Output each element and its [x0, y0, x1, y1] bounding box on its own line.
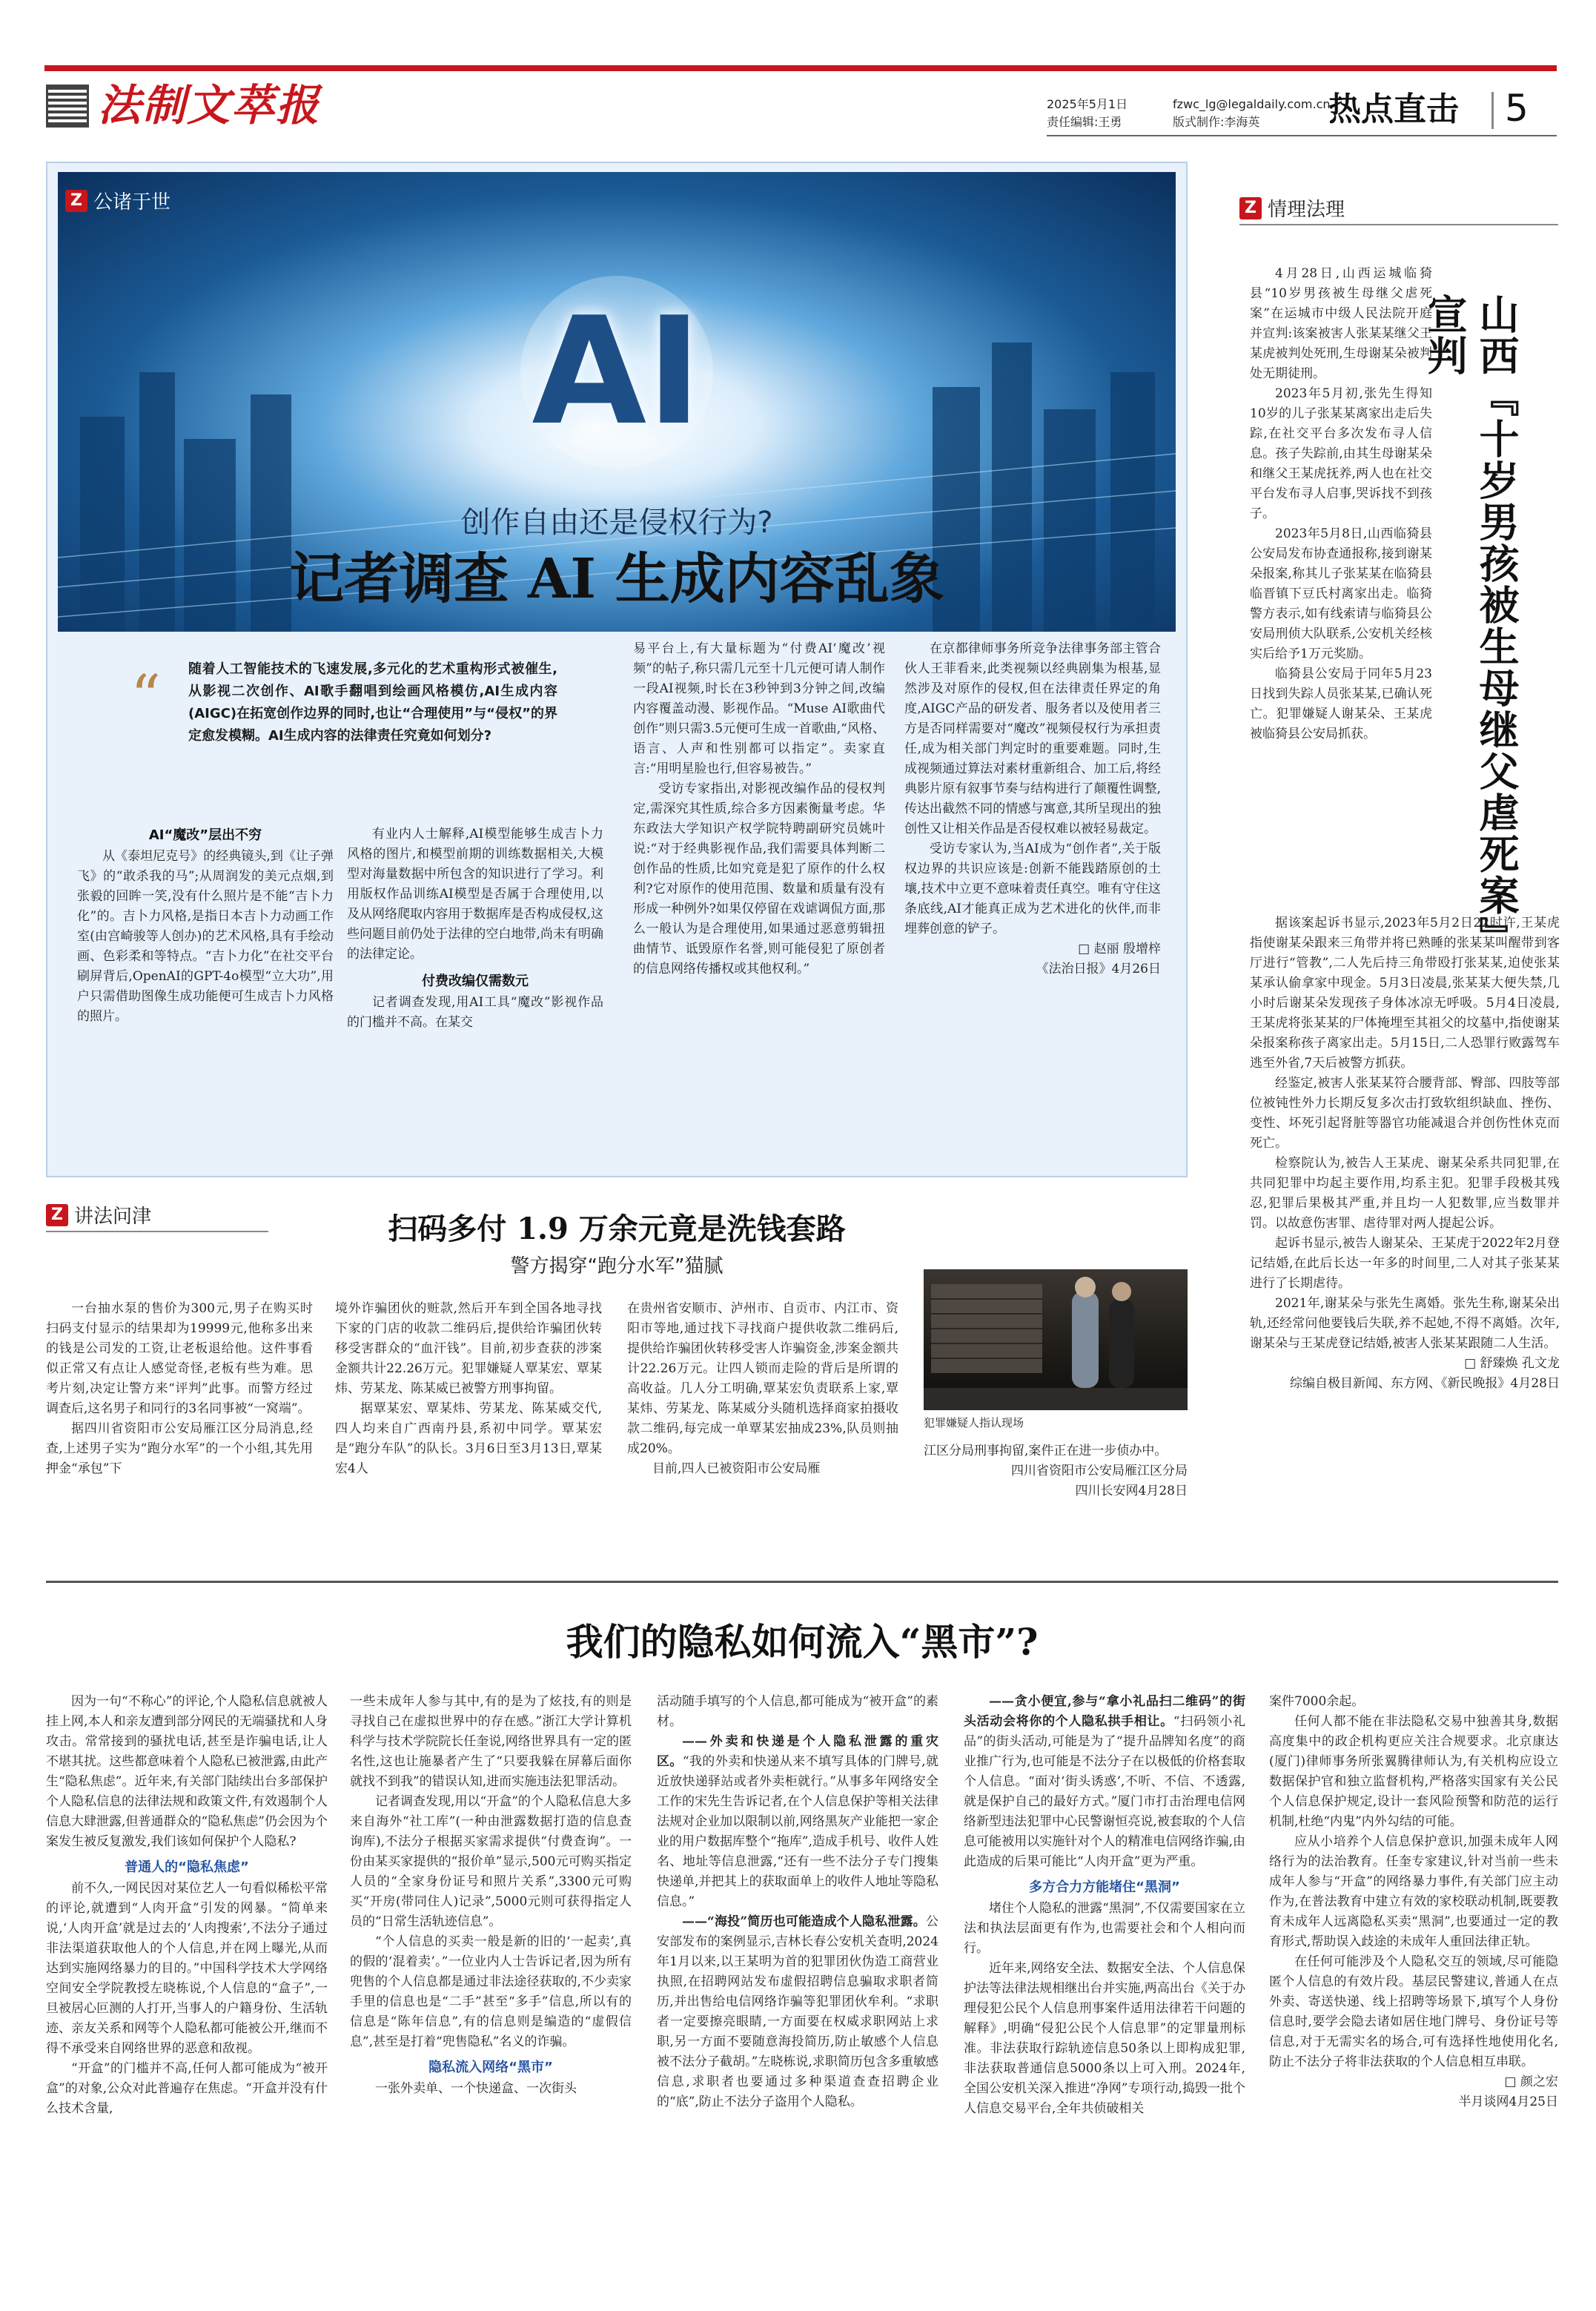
shanxi-body-narrow: 4月28日,山西运城临猗县“10岁男孩被生母继父虐死案”在运城市中级人民法院开庭并宣判:该案被害人张某某继父王某虎被判处死刑,生母谢某朵被判处无期徒刑。 2023年5月初,张先生得知10岁的儿子张某某离家出走后失踪,在社交平台多次发布寻人信息。孩子失踪前,由其生母谢某朵和继父王某虎抚养,两人也在社交平台发布寻人启事,哭诉找不到孩子。 2023年5月8日,山西临猗县公安局发布协查通报称,接到谢某朵报案,称其儿子张某某在临猗县临晋镇下豆氏村离家出走。临猗警方表示,如有线索请与临猗县公安局刑侦大队联系,公安机关经核实后给予1万元奖励。 临猗县公安局于同年5月23日找到失踪人员张某某,已确认死亡。犯罪嫌疑人谢某朵、王某虎被临猗县公安局抓获。: [1250, 266, 1432, 741]
privacy-col1: 因为一句“不称心”的评论,个人隐私信息就被人挂上网,本人和亲友遭到部分网民的无端骚扰和人身攻击。常常接到的骚扰电话,甚至是诈骗电话,让人不堪其扰。这些都意味着个人隐私已被泄露,由此产生“隐私焦虑”。近年来,有关部门陆续出台多部保护个人隐私信息的法律法规和政策文件,有效遏制个人信息大肆泄露,但普通群众的“隐私焦虑”仍会因为个案发生被反复激发,我们该如何保护个人隐私? 普通人的“隐私焦虑” 前不久,一网民因对某位艺人一句看似稀松平常的评论,就遭到“人肉开盒”引发的网暴。“简单来说,‘人肉开盒’就是过去的‘人肉搜索’,不法分子通过非法渠道获取他人的个人信息,并在网上曝光,从而达到实施网络暴力的目的。”中国科学技术大学网络空间安全学院教授左晓栋说,个人信息的“盒子”,一旦被居心叵测的人打开,当事人的户籍身份、生活轨迹、亲友关系和网等个人隐私都可能被公开,继而不得不承受来自网络世界的恶意和敌视。 “开盒”的门槛并不高,任何人都可能成为“被开盒”的对象,公众对此普遍存在焦虑。“开盒并没有什么技术含量,: [46, 1694, 328, 2116]
designer-credit: 版式制作:李海英: [1173, 115, 1260, 129]
issue-date: 2025年5月1日: [1047, 97, 1128, 111]
ai-hero-glyph: AI: [532, 285, 702, 458]
ai-col3: 易平台上,有大量标题为“付费AI‘魔改’视频”的帖子,称只需几元至十几元便可请人制作一段AI视频,时长在3秒钟到3分钟之间,改编内容覆盖动漫、影视作品。“Muse AI歌曲代创作”则只需3.5元便可生成一首歌曲,“风格、语言、人声和性别都可以指定”。卖家直言:“用明星脸也行,但容易被告。” 受访专家指出,对影视改编作品的侵权判定,需深究其性质,综合多方因素衡量考虑。华东政法大学知识产权学院特聘副研究员姚叶说:“对于经典影视作品,我们需要具体判断二创作品的性质,比如究竟是犯了原作的什么权利?它对原作的使用范围、数量和质量有没有形成一种例外?如果仅停留在戏谑调侃方面,那么一般认为是合理使用,如果通过恶意剪辑扭曲情节、诋毁原作名誉,则可能侵犯了原创者的信息网络传播权或其他权利。”: [633, 641, 885, 976]
ai-col4: 在京都律师事务所竞争法律事务部主管合伙人王菲看来,此类视频以经典剧集为根基,显然涉及对原作的侵权,但在法律责任界定的角度,AIGC产品的研发者、服务者以及使用者三方是否同样需要对“魔改”视频侵权行为承担责任,成为相关部门判定时的重要难题。同时,生成视频通过算法对素材重新组合、加工后,将经典影片原有叙事节奏与结构进行了颠覆性调整,传达出截然不同的情感与寓意,其所呈现出的独创性又让相关作品是否侵权难以被轻易裁定。 受访专家认为,当AI成为“创作者”,关于版权边界的共识应该是:创新不能践踏原创的土壤,技术中立更不意味着责任真空。唯有守住这条底线,AI才能真正成为艺术进化的伙伴,而非埋葬创意的铲子。 □ 赵丽 殷增梓 《法治日报》4月26日: [904, 639, 1161, 979]
privacy-col2: 一些未成年人参与其中,有的是为了炫技,有的则是寻找自己在虚拟世界中的存在感。”浙江大学计算机科学与技术学院院长任奎说,网络世界具有一定的匿名性,这也让施暴者产生了“只要我躲在屏幕后面你就找不到我”的错误认知,进而实施违法犯罪活动。 记者调查发现,用以“开盒”的个人隐私信息大多来自海外“社工库”(一种由泄露数据打造的信息查询库),不法分子根据买家需求提供“付费查询”。一份由某买家提供的“报价单”显示,500元可购买指定人员的“全家身份证号和照片关系”,3300元可购买“开房(带同住人)记录”,5000元则可获得指定人员的“日常生活轨迹信息”。 “个人信息的买卖一般是新的旧的‘一起卖’,真的假的‘混着卖’。”一位业内人士告诉记者,因为所有兜售的个人信息都是通过非法途径获取的,不少卖家手里的信息也是“二手”甚至“多手”信息,所以有的信息是“陈年信息”,有的信息则是编造的“虚假信息”,甚至是打着“兜售隐私”名义的诈骗。 隐私流入网络“黑市” 一张外卖单、一个快递盒、一次街头: [350, 1694, 632, 2096]
section-tag-icon: Z: [65, 190, 87, 212]
section-tag-icon: Z: [46, 1204, 68, 1226]
shanxi-body-wide: 据该案起诉书显示,2023年5月2日22时许,王某虎指使谢某朵跟来三角带并将已熟睡的张某某叫醒带到客厅进行“管教”,二人先后持三角带殴打张某某,迫使张某某承认偷拿家中现金。5月3日凌晨,张某某大便失禁,几小时后谢某朵发现孩子身体冰凉无呼吸。5月4日凌晨,王某虎将张某某的尸体掩埋至其祖父的坟墓中,指使谢某朵报案称孩子离家出走。5月15日,二人恐罪行败露驾车逃至外省,7天后被警方抓获。 经鉴定,被害人张某某符合腰背部、臀部、四肢等部位被钝性外力长期反复多次击打致软组织缺血、挫伤、变性、坏死引起肾脏等器官功能减退合并创伤性休克而死亡。 检察院认为,被告人王某虎、谢某朵系共同犯罪,在共同犯罪中均起主要作用,均系主犯。犯罪手段极其残忍,犯罪后果极其严重,并且均一人犯数罪,应当数罪并罚。以故意伤害罪、虐待罪对两人提起公诉。 起诉书显示,被告人谢某朵、王某虎于2022年2月登记结婚,在此后长达一年多的时间里,二人对其子张某某进行了长期虐待。 2021年,谢某朵与张先生离婚。张先生称,谢某朵出轨,还经常问他要钱后失联,养不起她,不得不离婚。次年,谢某朵与王某虎登记结婚,被害人张某某跟随二人生活。 □ 舒臻焕 孔文龙 综编自极目新闻、东方网、《新民晚报》4月28日: [1250, 913, 1560, 1394]
shanxi-section-tag: Z 情理法理: [1239, 194, 1345, 222]
shanxi-byline: □ 舒臻焕 孔文龙: [1464, 1356, 1560, 1371]
page-number: 5: [1505, 87, 1529, 130]
privacy-headline: 我们的隐私如何流入“黑市”?: [566, 1620, 1039, 1664]
qr-section-tag: Z 讲法问津: [46, 1201, 151, 1229]
privacy-col4: ——贪小便宜,参与“拿小礼品扫二维码”的街头活动会将你的个人隐私拱手相让。“扫码领小礼品”的街头活动,可能是为了“提升品牌知名度”的商业推广行为,也可能是不法分子在以极低的价格套取个人信息。“面对‘街头诱惑’,不听、不信、不透露,就是保护自己的最好方式。”厦门市打击治理电信网络新型违法犯罪中心民警谢恒亮说,被套取的个人信息可能被用以实施针对个人的精准电信网络诈骗,由此造成的后果可能比“人肉开盒”更为严重。 多方合力方能堵住“黑洞” 堵住个人隐私的泄露“黑洞”,不仅需要国家在立法和执法层面更有作为,也需要社会和个人相向而行。 近年来,网络安全法、数据安全法、个人信息保护法等法律法规相继出台并实施,两高出台《关于办理侵犯公民个人信息刑事案件适用法律若干问题的解释》,明确“侵犯公民个人信息罪”的定罪量刑标准。非法获取行踪轨迹信息50条以上即构成犯罪,非法获取普通信息5000条以上可入刑。2024年,全国公安机关深入推进“净网”专项行动,捣毁一批个人信息交易平台,全年共侦破相关: [964, 1694, 1246, 2116]
qr-col2: 境外诈骗团伙的赃款,然后开车到全国各地寻找下家的门店的收款二维码后,提供给诈骗团伙转移受害群众的“血汗钱”。目前,初步查获的涉案金额共计22.26万元。犯罪嫌疑人覃某宏、覃某炜、劳某龙、陈某威已被警方刑事拘留。 据覃某宏、覃某炜、劳某龙、陈某威交代,四人均来自广西南丹县,系初中同学。覃某宏是“跑分车队”的队长。3月6日至3月13日,覃某宏4人: [335, 1301, 602, 1476]
ai-source: 《法治日报》4月26日: [1036, 962, 1161, 976]
privacy-byline: □ 颜之宏: [1504, 2074, 1558, 2089]
shanxi-headline: 山西『十岁男孩被生母继父虐死案』宣判: [1421, 294, 1520, 958]
masthead-underline: [1047, 135, 1557, 136]
ai-kicker: 创作自由还是侵权行为?: [460, 506, 773, 540]
section-tag-icon: Z: [1239, 197, 1262, 219]
qr-photo-caption: 犯罪嫌疑人指认现场: [924, 1416, 1024, 1429]
top-red-rule: [44, 65, 1557, 71]
qr-source: 四川长安网4月28日: [1075, 1484, 1188, 1498]
ai-col1: AI“魔改”层出不穷 从《泰坦尼克号》的经典镜头,到《让子弹飞》的“敢杀我的马”;从周润发的美元点烟,到张毅的回眸一笑,没有什么照片是不能“吉卜力化”的。吉卜力风格,是指日本吉卜力动画工作室(由宫崎骏等人创办)的艺术风格,具有手绘动画、色彩柔和等特点。“吉卜力化”在社交平台刷屏背后,OpenAI的GPT-4o模型“立大功”,用户只需借助图像生成功能便可生成吉卜力风格的照片。: [77, 827, 334, 1024]
ai-col2: 有业内人士解释,AI模型能够生成吉卜力风格的图片,和模型前期的训练数据相关,大模型对海量数据中所包含的知识进行了学习。利用版权作品训练AI模型是否属于合理使用,以及从网络爬取内容用于数据库是否构成侵权,这些问题目前仍处于法律的空白地带,尚未有明确的法律定论。 付费改编仅需数元 记者调查发现,用AI工具“魔改”影视作品的门槛并不高。在某交: [347, 827, 603, 1030]
ai-headline: 记者调查 AI 生成内容乱象: [289, 547, 944, 611]
ai-byline: □ 赵丽 殷增梓: [1078, 942, 1161, 956]
qr-col3: 在贵州省安顺市、泸州市、自贡市、内江市、资阳市等地,通过找下寻找商户提供收款二维码后,提供给诈骗团伙转移受害人诈骗资金,涉案金额共计22.26万元。让四人锁而走险的背后是所谓的高收益。几人分工明确,覃某宏负责联系上家,覃某炜、劳某龙、陈某威分头随机选择商家拍摄收款二维码,每完成一单覃某宏抽成23%,队员则抽成20%。 目前,四人已被资阳市公安局雁: [627, 1301, 898, 1476]
qr-photo: [924, 1269, 1188, 1410]
quote-icon: “: [130, 662, 161, 731]
editor-credit: 责任编辑:王勇: [1047, 115, 1122, 129]
privacy-top-rule: [46, 1581, 1558, 1583]
section-title: 热点直击: [1328, 90, 1459, 128]
privacy-col5: 案件7000余起。 任何人都不能在非法隐私交易中独善其身,数据高度集中的政企机构更应关注合规要求。北京康达(厦门)律师事务所张翼腾律师认为,有关机构应设立数据保护官和独立监督机构,严格落实国家有关公民个人信息保护规定,设计一套风险预警和防范的运行机制,杜绝“内鬼”内外勾结的可能。 应从小培养个人信息保护意识,加强未成年人网络行为的法治教育。任奎专家建议,针对当前一些未成年人参与“开盒”的网络暴力事件,有关部门应主动作为,在普法教育中建立有效的家校联动机制,既要教育未成年人远离隐私买卖“黑洞”,也要通过一定的教育形式,帮助误入歧途的未成年人重回法律正轨。 在任何可能涉及个人隐私交互的领域,尽可能隐匿个人信息的有效片段。基层民警建议,普通人在点外卖、寄送快递、线上招聘等场景下,填写个人身份信息时,要学会隐去诸如居住地门牌号、身份证号等信息,对于无需实名的场合,可有选择性地使用化名,防止不法分子将非法获取的个人信息相互串联。 □ 颜之宏 半月谈网4月25日: [1269, 1692, 1558, 2112]
shanxi-tag-rule: [1239, 224, 1558, 225]
editor-email: fzwc_lg@legaldaily.com.cn: [1173, 97, 1331, 111]
qr-col4: 江区分局刑事拘留,案件正在进一步侦办中。 四川省资阳市公安局雁江区分局 四川长安网4月28日: [924, 1441, 1188, 1501]
qr-code-icon: [46, 85, 89, 128]
qr-col1: 一台抽水泵的售价为300元,男子在购买时扫码支付显示的结果却为19999元,他称多出来的钱是公司发的工资,让老板退给他。这件事看似正常又有点让人感觉奇怪,老板有些为难。思考片刻,决定让警方来“评判”此事。而警方经过调查后,这名男子和同行的3名同事被“一窝端”。 据四川省资阳市公安局雁江区分局消息,经查,上述男子实为“跑分水军”的一个小组,其先用押金“承包”下: [46, 1301, 313, 1476]
qr-subhead: 警方揭穿“跑分水军”猫腻: [510, 1255, 724, 1277]
qr-headline: 扫码多付 1.9 万余元竟是洗钱套路: [388, 1211, 846, 1246]
masthead-divider: [1491, 92, 1494, 129]
privacy-col3: 活动随手填写的个人信息,都可能成为“被开盒”的素材。 ——外卖和快递是个人隐私泄露的重灾区。“我的外卖和快递从来不填写具体的门牌号,就近放快递驿站或者外卖柜就行。”从事多年网络安全工作的宋先生告诉记者,在个人信息保护等相关法律法规对企业加以限制以前,网络黑灰产业能把一家企业的用户数据库整个“拖库”,造成手机号、收件人姓名、地址等信息泄露,“还有一些不法分子专门搜集快递单,并把其上的获取面单上的收件人地址等隐私信息。” ——“海投”简历也可能造成个人隐私泄露。公安部发布的案例显示,吉林长春公安机关查明,2024年1月以来,以王某明为首的犯罪团伙伪造工商营业执照,在招聘网站发布虚假招聘信息骗取求职者简历,并出售给电信网络诈骗等犯罪团伙牟利。“求职者一定要擦亮眼睛,一方面要在权威求职网站上求职,另一方面不要随意海投简历,防止敏感个人信息被不法分子截胡。”左晓栋说,求职简历包含多重敏感信息,求职者也要通过多种渠道查查招聘企业的“底”,防止不法分子盗用个人隐私。: [657, 1694, 938, 2109]
privacy-source: 半月谈网4月25日: [1458, 2095, 1558, 2109]
shanxi-source: 综编自极目新闻、东方网、《新民晚报》4月28日: [1290, 1376, 1560, 1391]
qr-byline: 四川省资阳市公安局雁江区分局: [1011, 1464, 1188, 1478]
ai-lead: 随着人工智能技术的飞速发展,多元化的艺术重构形式被催生,从影视二次创作、AI歌手翻唱到绘画风格模仿,AI生成内容(AIGC)在拓宽创作边界的同时,也让“合理使用”与“侵权”的界定愈发模糊。AI生成内容的法律责任究竟如何划分?: [188, 661, 557, 744]
ai-section-tag: Z 公诸于世: [65, 187, 170, 214]
masthead-title: 法制文萃报: [98, 80, 321, 130]
